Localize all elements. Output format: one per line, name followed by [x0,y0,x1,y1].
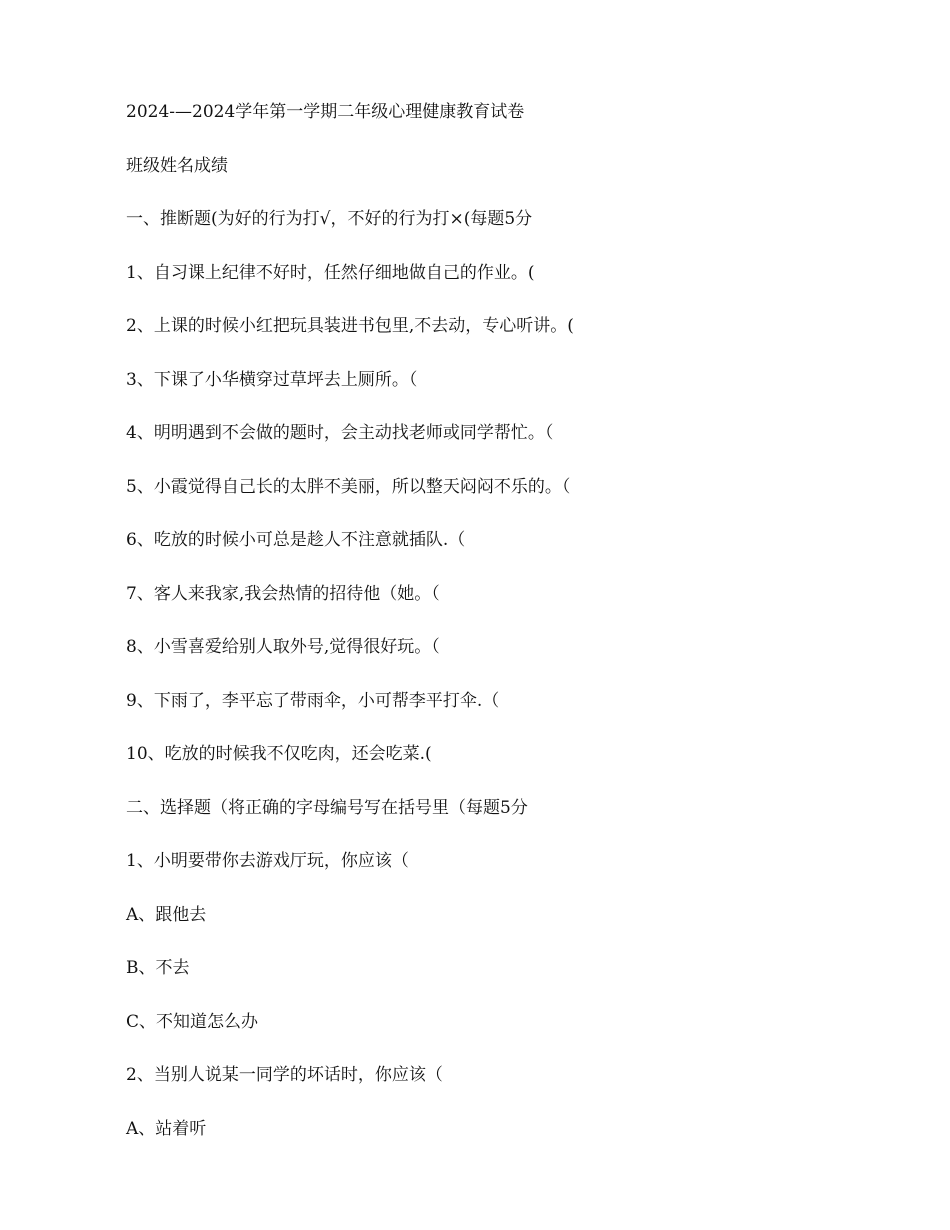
judgement-item-1: 1、自习课上纪律不好时，任然仔细地做自己的作业。( [126,262,535,283]
student-info-line: 班级姓名成绩 [126,155,228,176]
choice-q1-option-b: B、不去 [126,958,190,978]
judgement-item-10: 10、吃放的时候我不仅吃肉，还会吃菜.( [126,744,432,764]
judgement-item-6: 6、吃放的时候小可总是趁人不注意就插队.（ [126,530,466,550]
choice-q1-option-c: C、不知道怎么办 [126,1011,259,1032]
judgement-item-3: 3、下课了小华横穿过草坪去上厕所。（ [126,369,418,390]
choice-question-2: 2、当别人说某一同学的坏话时，你应该（ [126,1065,443,1085]
judgement-item-2: 2、上课的时候小红把玩具装进书包里,不去动，专心听讲。( [126,316,574,336]
choice-q1-option-a: A、跟他去 [126,904,207,925]
section2-heading: 二、选择题（将正确的字母编号写在括号里（每题5分 [126,797,528,818]
choice-q2-option-a: A、站着听 [126,1118,207,1139]
judgement-item-4: 4、明明遇到不会做的题时，会主动找老师或同学帮忙。（ [126,423,554,443]
document-body [126,98,886,1168]
choice-question-1: 1、小明要带你去游戏厅玩，你应该（ [126,851,409,871]
judgement-item-8: 8、小雪喜爱给别人取外号,觉得很好玩。（ [126,637,440,657]
judgement-item-9: 9、下雨了，李平忘了带雨伞，小可帮李平打伞.（ [126,690,500,711]
page-title: 2024-—2024学年第一学期二年级心理健康教育试卷 [126,102,525,122]
judgement-item-7: 7、客人来我家,我会热情的招待他（她。（ [126,583,440,604]
judgement-item-5: 5、小霞觉得自己长的太胖不美丽，所以整天闷闷不乐的。（ [126,476,571,497]
section1-heading: 一、推断题(为好的行为打√，不好的行为打×(每题5分 [126,209,533,229]
